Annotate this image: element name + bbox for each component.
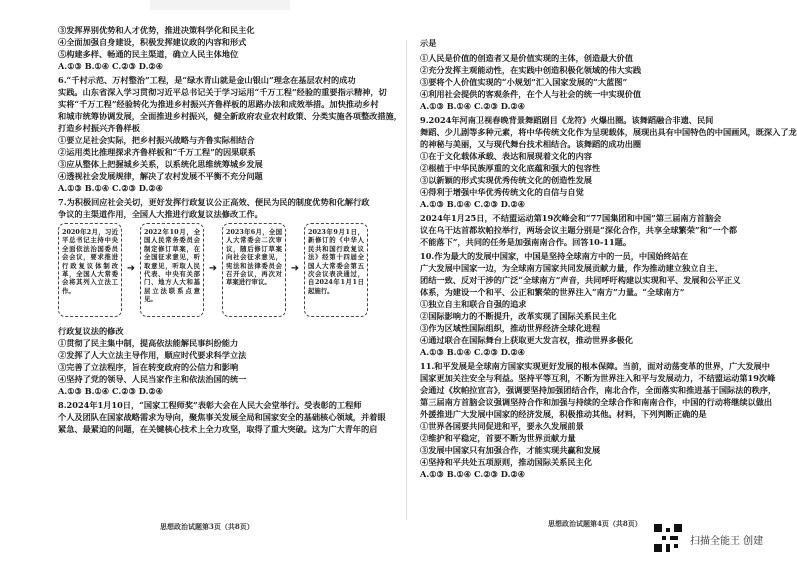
scan-smudge (150, 0, 290, 10)
text-line: 议在乌干达首都坎帕拉举行，两场会议主题分别是“深化合作，共享全球繁荣”和“一个都 (420, 225, 738, 235)
text-line: 2024年1月25日，不结盟运动第19次峰会和“77国集团和中国”第三届南方首脑会 (420, 213, 722, 223)
text-line: A.①③ B.①④ C.②③ D.②④ (58, 386, 164, 396)
text-line: ③发展中国家只有加强合作，才能实现共赢和发展 (420, 445, 601, 455)
text-line: ③完善了立法程序，旨在转变政府的公信力和影响 (58, 362, 239, 372)
text-line: 7.为积极回应社会关切，更好发挥行政复议公正高效、便民为民的制度优势和化解行政 (58, 197, 370, 207)
text-line: ②维护和平稳定，首要不断为世界贡献力量 (420, 433, 576, 443)
text-line: 行政复议法的修改 (58, 326, 124, 336)
text-line: ④坚持了党的领导、人民当家作主和依法治国的统一 (58, 374, 247, 384)
text-line: 舞蹈、少儿剧等多种元素，将中华传统文化作为呈现载体，展现出具有中国特色的中国画风，既深入了龙 (420, 127, 797, 137)
text-line: A.①③ B.①④ C.②③ D.②④ (420, 469, 526, 479)
text-line: ③要将个人价值实现的“小规划”汇入国家发展的“大蓝图” (420, 77, 628, 87)
text-line: 实将“千万工程”经验转化为推进乡村振兴齐鲁样板的思路办法和成效举措。加快推动乡村 (58, 99, 379, 109)
text-line: A.①③ B.①④ C.②③ D.②④ (58, 183, 164, 193)
text-line: 团结一致、反对干涉的广泛“全球南方”声音，共同呼吁构建以实现和平、发展和公平正义 (420, 275, 741, 285)
legislation-flowchart (58, 223, 395, 321)
flow-box-1: 2020年2月，习近平总书记主持中央全面依法治国委员会会议，要求推进行政复议体制改革，全国人大常委会将其列入立法工作。 (58, 223, 122, 317)
right-text (420, 52, 797, 480)
text-line: ⑤构建多样、畅通的民主渠道，确立人民主体地位 (58, 49, 239, 59)
text-line: 实践。山东省深入学习贯彻习近平总书记关于学习运用“千万工程”经验的重要指示精神，切 (58, 87, 387, 97)
scanner-watermark-text: 扫描全能王 创建 (690, 536, 764, 547)
text-line: ④通过联合在国际舞台上获取更大发言权，推动世界多极化 (420, 335, 633, 345)
text-line: ③作为区域性国际组织，推动世界经济全球化进程 (420, 323, 601, 333)
right-page-column (420, 52, 797, 480)
flow-arrow-icon: ➜ (208, 263, 218, 274)
text-line: 10.作为最大的发展中国家，中国是坚持全球南方中的一员，中国始终站在 (420, 251, 689, 261)
text-line: ④透视社会发展规律，解决了农村发展不平衡不充分问题 (58, 171, 263, 181)
left-page-column (58, 24, 402, 435)
text-line: ①世界各国要共同促进和平，要永久发展前景 (420, 421, 584, 431)
text-line: 争议的主渠道作用，全国人大推进行政复议法修改工作。 (58, 209, 263, 219)
text-line: ②充分发挥主观能动性，在实践中创造积极化领域的伟大实践 (420, 65, 642, 75)
left-text-bottom (58, 325, 395, 435)
text-line: A.①③ B.①④ C.②③ D.②④ (420, 199, 526, 209)
text-line: ①贯彻了民主集中制，提高依法能解民事纠纷能力 (58, 338, 239, 348)
page-fold-divider (406, 40, 407, 520)
text-line: 的神秘与美丽，又与现代舞台技术相结合。该舞蹈的成功出圈 (420, 139, 642, 149)
qr-code-icon (654, 524, 682, 552)
text-line: ②发挥了人大立法主导作用，顺应时代要求科学立法 (58, 350, 247, 360)
text-line: A.①③ B.①④ C.②③ D.②④ (420, 101, 526, 111)
text-line: ①在于文化载体承载、表达和展现着文化的内容 (420, 151, 592, 161)
text-line: 不能落下”，共同的任务是加强南南合作。回答10-11题。 (420, 237, 632, 247)
text-line: ③应从整体上把握城乡关系，以系统化思维统筹城乡发展 (58, 159, 263, 169)
left-page-footer: 思想政治试题第3页（共8页） (160, 522, 254, 531)
text-line: 外援推进广大发展中国家的经济发展，积极推动其他。材料，下列判断正确的是 (420, 409, 707, 419)
text-line: ④利用社会提供的客观条件，在个人与社会的统一中实现价值 (420, 89, 642, 99)
text-line: ③发挥界别优势和人才优势，推进决策科学化和民主化 (58, 25, 255, 35)
flow-box-2: 2022年10月，全国人民常务委员会制定修订草案，在全国征求意见，听取意见，听取人民代表、中央有关部门、地方人大和基层立法联系点意见。 (140, 223, 204, 317)
text-line: 会通过《坎帕拉宣言》，强调要坚持加强团结合作，南北合作，全面落实和推进基于国际法的秩序， (420, 385, 777, 395)
text-line: 打造乡村振兴齐鲁样板 (58, 123, 140, 133)
flow-box-3: 2023年6月，全国人大常委会二次审议，随后修订草案向社会征求意见，宪法和法律委员会召开会议，再次对草案进行审议。 (222, 223, 286, 317)
text-line: A.①③ B.①④ C.②③ D.②④ (58, 61, 164, 71)
left-text-top (58, 24, 402, 220)
text-line: ③以新颖的形式实现优秀传统文化的创造性发展 (420, 175, 592, 185)
right-page-footer: 思想政治试题第4页（共8页） (548, 519, 642, 528)
text-line: ②运用类比推理探求齐鲁样板和“千万工程”的因果联系 (58, 147, 256, 157)
text-line: A.①③ B.①④ C.②③ D.②④ (420, 347, 526, 357)
text-line: 11.和平发展是全球南方国家实现更好发展的根本保障。当前，面对动荡变革的世界，广大发展中 (420, 361, 770, 371)
text-line: 第三届南方首脑会议强调坚持合作和加强与持续的全球合作和南南合作，中国的行动将继续以做出 (420, 397, 773, 407)
flow-box-4: 2023年9月1日，新修订的《中华人民共和国行政复议法》经第十四届全国人大常委会第五次会议表决通过，自2024年1月1日起施行。 (304, 223, 368, 317)
text-line: 6.“千村示范、万村整治”工程，是“绿水青山就是金山银山”理念在基层农村的成功 (58, 75, 356, 85)
text-line: 个人及团队在国家战略需求为导向，聚焦事关发展全局和国家安全的基础核心领域，并着眼 (58, 412, 386, 422)
text-line: ①要立足社会实际，把乡村振兴战略与齐鲁实际相结合 (58, 135, 255, 145)
text-line: 和城市统筹协调发展，全面推进乡村振兴，健全新政府农业农村政策、分类实施各项整改措施， (58, 111, 402, 121)
text-line: 国家更加关注安全与利益。坚持平等互利，不断为世界注入和平与发展动力，不结盟运动第19次峰 (420, 373, 776, 383)
text-line: 紧急、最紧迫的问题，在关键核心技术上全力攻坚，取得了重大突破。这为广大青年的启 (58, 424, 378, 434)
text-line: 9.2024年河南卫视春晚背景舞蹈剧目《龙符》火爆出圈。该舞蹈融合非遗、民间 (420, 115, 714, 125)
flow-arrow-icon: ➜ (126, 263, 136, 274)
text-line: ②国际影响力的不断提升，改革实现了国际关系民主化 (420, 311, 617, 321)
right-column-heading: 示是 (420, 38, 437, 48)
text-line: 广大发展中国家一边，为全球南方国家共同发展贡献力量，作为推动建立独立自主、 (420, 263, 723, 273)
text-line: ②根植于中华民族厚重的文化底蕴和强大的包容性 (420, 163, 601, 173)
text-line: 体系，为建设一个和平、公正和繁荣的世界注入“南方”力量。“全球南方” (420, 287, 685, 297)
text-line: ①独立自主和联合自强的追求 (420, 299, 527, 309)
text-line: 8.2024年1月10日，“国家工程师奖”表彰大会在人民大会堂举行。受表彰的工程师 (58, 400, 362, 410)
flow-arrow-icon: ➜ (290, 263, 300, 274)
text-line: ④坚持和平共处五项原则，推动国际关系民主化 (420, 457, 592, 467)
text-line: ④全面加强自身建设，积极发挥建议政的内容和形式 (58, 37, 247, 47)
text-line: ④得利于增强中华优秀传统文化的自信与自觉 (420, 187, 584, 197)
text-line: ①人民是价值的创造者又是价值实现的主体，创造最大价值 (420, 53, 633, 63)
